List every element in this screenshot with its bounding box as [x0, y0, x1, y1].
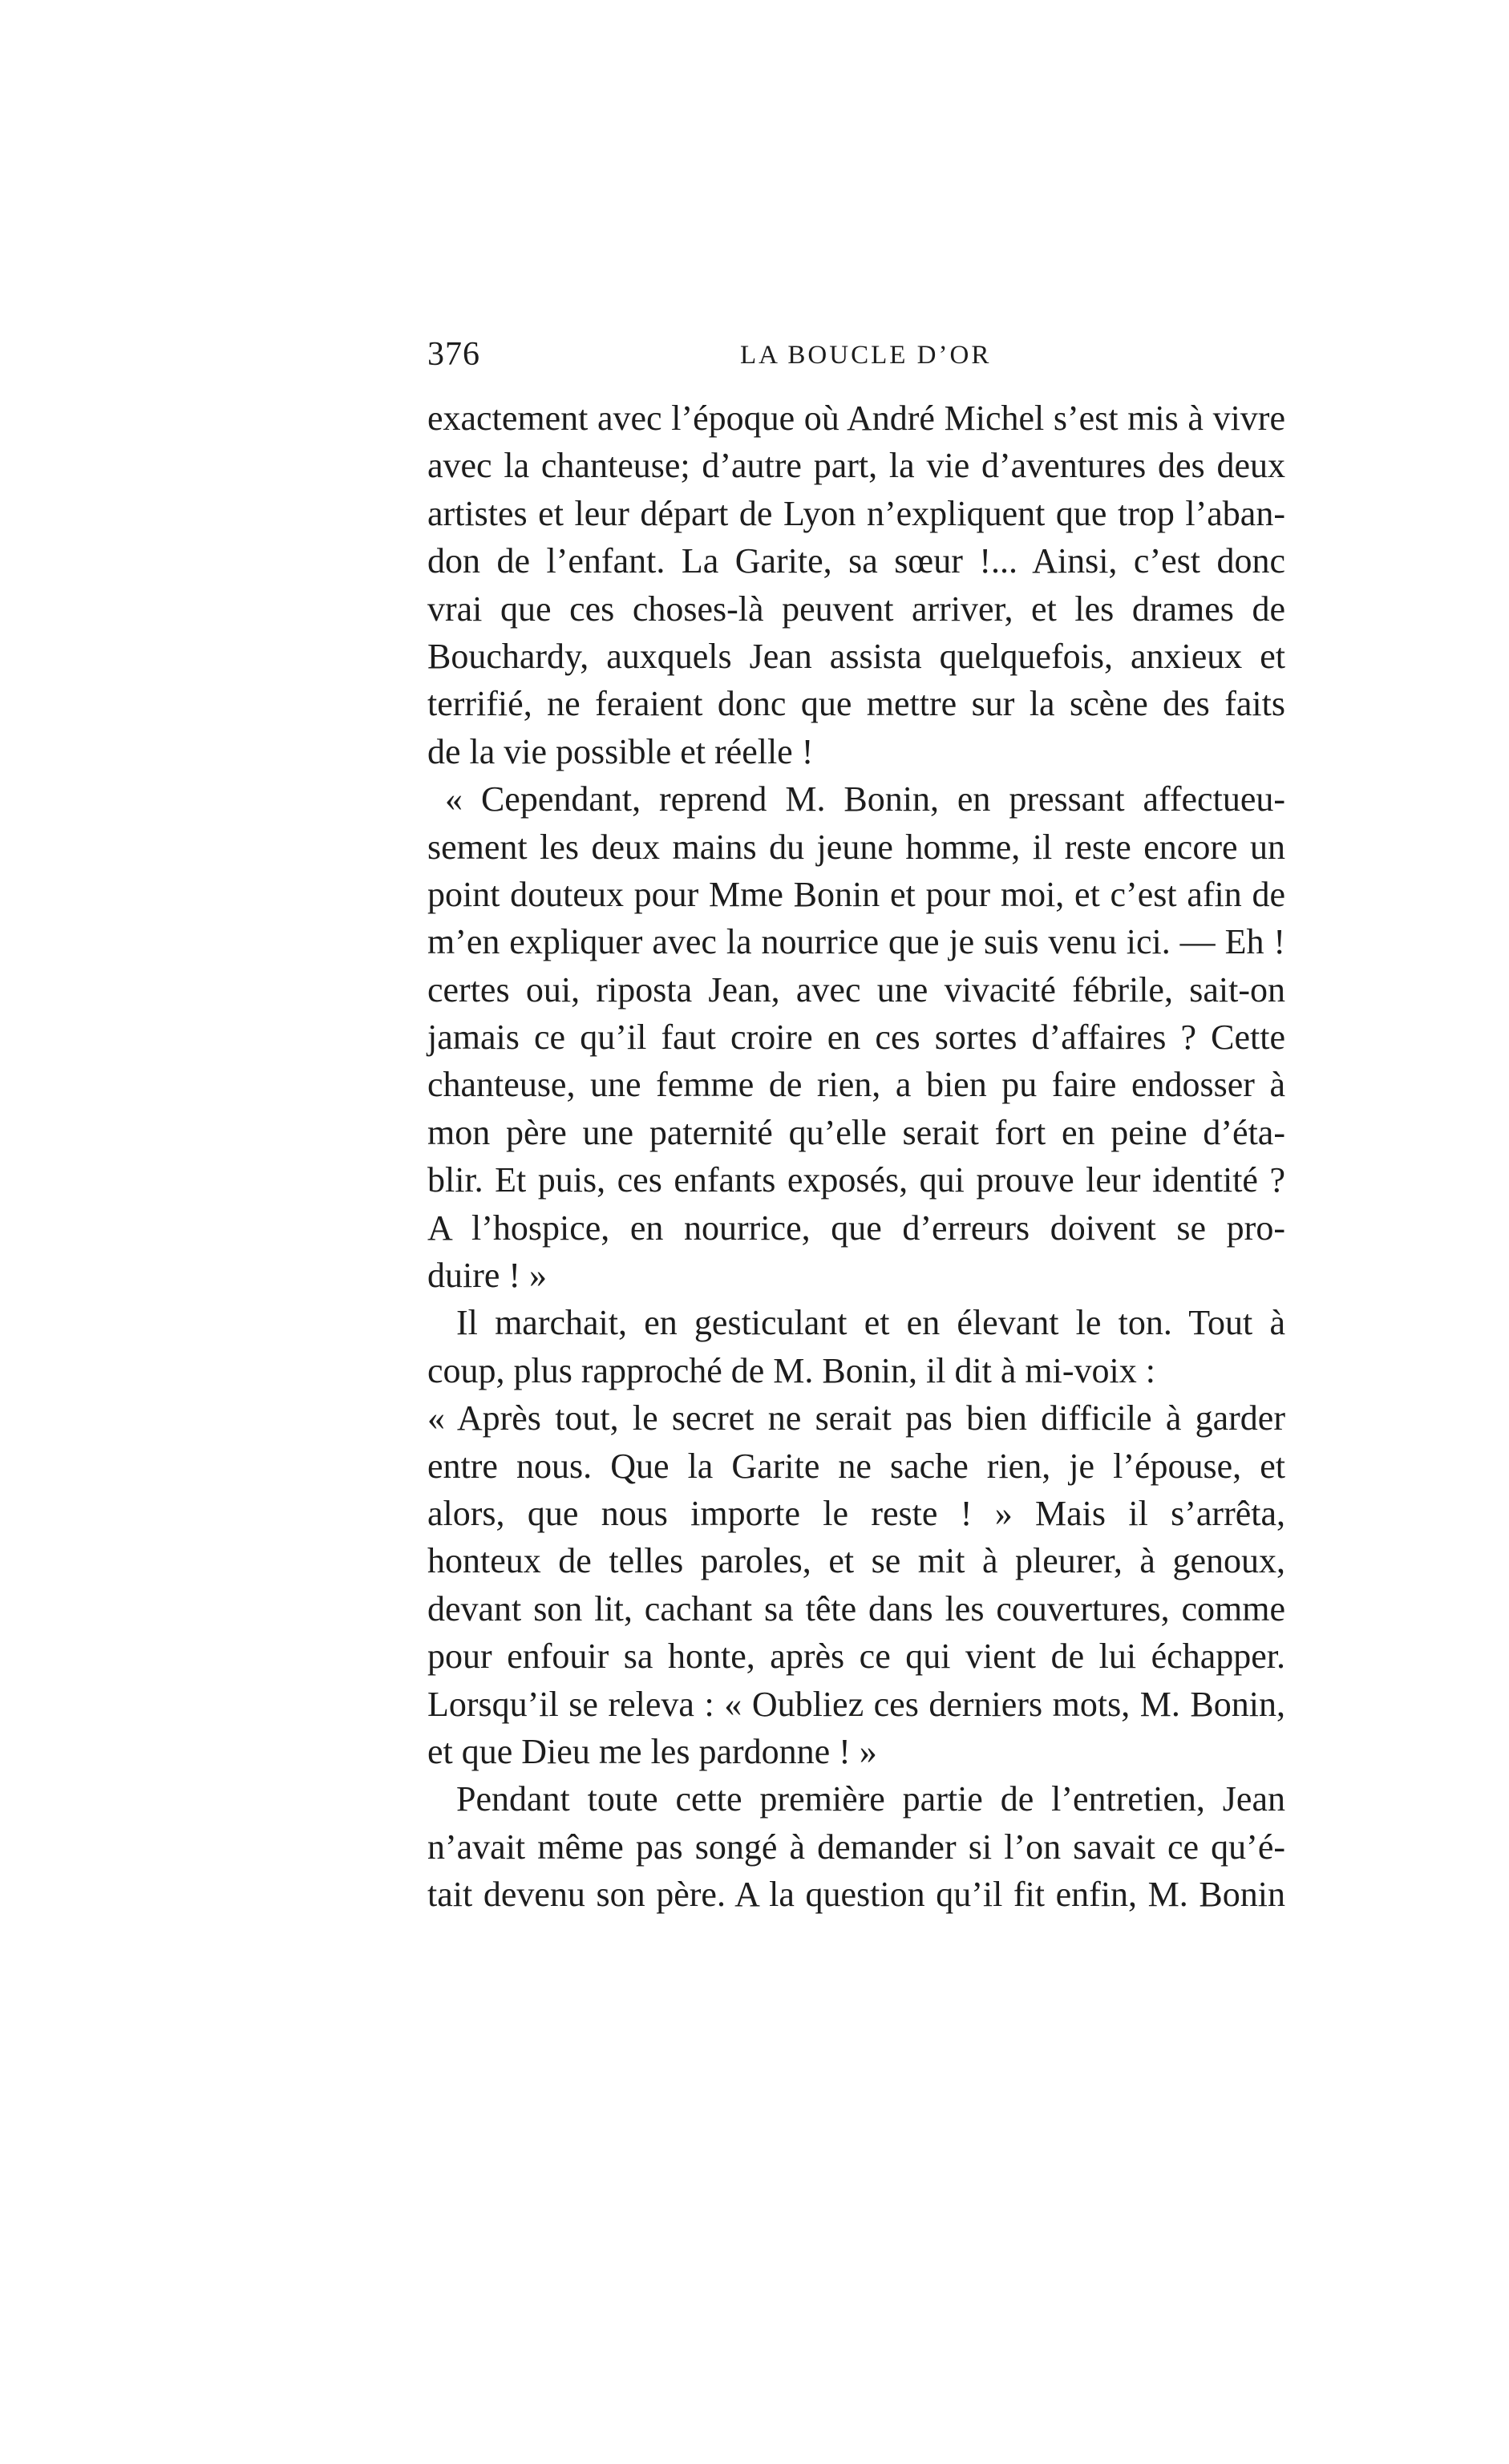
- text-line: n’avait même pas songé à demander si l’on savait ce qu’é-: [427, 1827, 1285, 1867]
- text-line: Bouchardy, auxquels Jean assista quelquefois, anxieux et: [427, 636, 1285, 676]
- text-line: exactement avec l’époque où André Michel s’est mis à vivre: [427, 399, 1285, 438]
- text-line: blir. Et puis, ces enfants exposés, qui prouve leur identité ?: [427, 1160, 1285, 1200]
- text-line: sement les deux mains du jeune homme, il reste encore un: [427, 827, 1285, 867]
- running-title: LA BOUCLE D’OR: [740, 341, 992, 370]
- text-line: alors, que nous importe le reste ! » Mais il s’arrêta,: [427, 1493, 1285, 1533]
- text-line: m’en expliquer avec la nourrice que je suis venu ici. — Eh !: [427, 922, 1285, 962]
- text-line: chanteuse, une femme de rien, a bien pu faire endosser à: [427, 1065, 1285, 1105]
- text-line: jamais ce qu’il faut croire en ces sortes d’affaires ? Cette: [427, 1018, 1285, 1058]
- text-line: « Cependant, reprend M. Bonin, en pressant affectueu-: [445, 779, 1285, 819]
- text-line: pour enfouir sa honte, après ce qui vient de lui échapper.: [427, 1637, 1285, 1677]
- text-line: artistes et leur départ de Lyon n’expliquent que trop l’aban-: [427, 493, 1285, 533]
- text-line: honteux de telles paroles, et se mit à pleurer, à genoux,: [427, 1541, 1285, 1581]
- text-line: certes oui, riposta Jean, avec une vivacité fébrile, sait-on: [427, 969, 1285, 1009]
- text-line: point douteux pour Mme Bonin et pour moi, et c’est afin de: [427, 874, 1285, 914]
- text-line: entre nous. Que la Garite ne sache rien, je l’épouse, et: [427, 1446, 1285, 1486]
- text-line: terrifié, ne feraient donc que mettre sur la scène des faits: [427, 684, 1285, 724]
- text-line: tait devenu son père. A la question qu’il fit enfin, M. Bonin: [427, 1875, 1285, 1915]
- text-line: avec la chanteuse; d’autre part, la vie d’aventures des deux: [427, 446, 1285, 486]
- text-line: et que Dieu me les pardonne ! »: [427, 1731, 877, 1771]
- text-line: A l’hospice, en nourrice, que d’erreurs doivent se pro-: [427, 1208, 1285, 1248]
- text-line: Lorsqu’il se releva : « Oubliez ces derniers mots, M. Bonin,: [427, 1684, 1285, 1724]
- text-line: mon père une paternité qu’elle serait fort en peine d’éta-: [427, 1112, 1285, 1152]
- text-line: Il marchait, en gesticulant et en élevant le ton. Tout à: [456, 1303, 1285, 1343]
- page-number: 376: [427, 336, 480, 373]
- page-header: [427, 330, 1285, 386]
- text-line: don de l’enfant. La Garite, sa sœur !... Ainsi, c’est donc: [427, 541, 1285, 581]
- body-text: [427, 394, 1285, 1919]
- text-line: « Après tout, le secret ne serait pas bien difficile à garder: [427, 1398, 1285, 1438]
- text-line: coup, plus rapproché de M. Bonin, il dit à mi-voix :: [427, 1350, 1155, 1390]
- text-line: devant son lit, cachant sa tête dans les couvertures, comme: [427, 1588, 1285, 1629]
- text-line: duire ! »: [427, 1256, 548, 1296]
- text-line: vrai que ces choses-là peuvent arriver, et les drames de: [427, 589, 1285, 629]
- text-line: Pendant toute cette première partie de l’entretien, Jean: [456, 1779, 1285, 1819]
- text-line: de la vie possible et réelle !: [427, 731, 814, 771]
